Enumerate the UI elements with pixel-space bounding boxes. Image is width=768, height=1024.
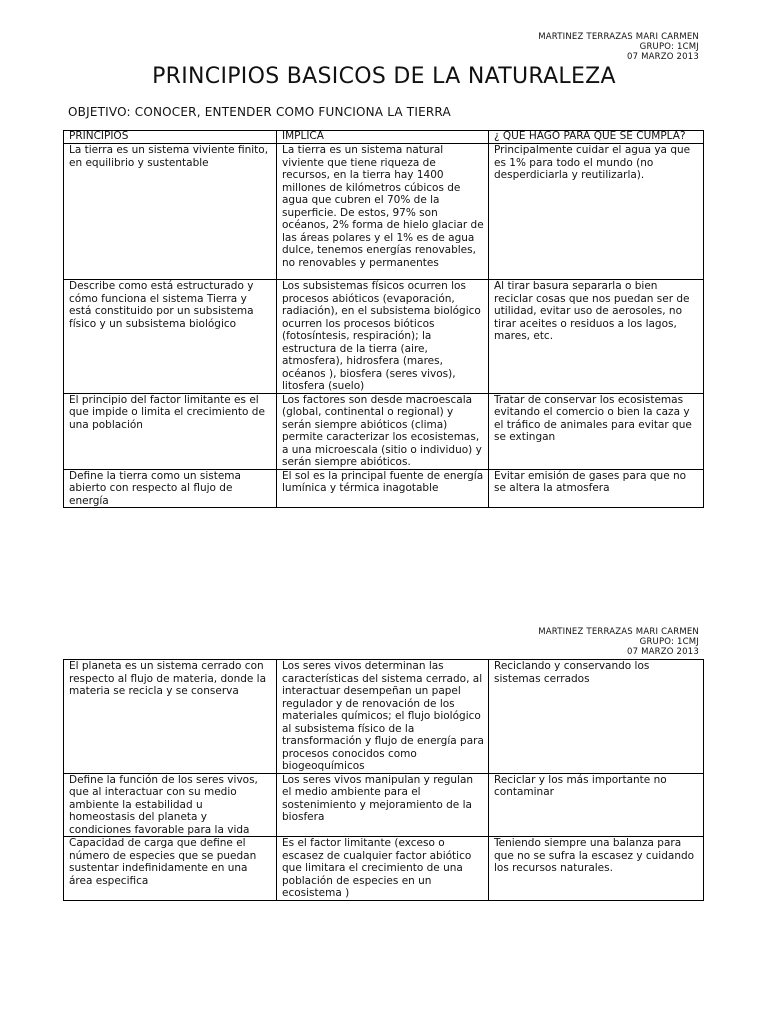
page2-author-header	[538, 627, 699, 657]
table-row	[64, 469, 704, 508]
action-cell: Al tirar basura separarla o bien reciclar cosas que nos puedan ser de utilidad, evitar uso de aerosoles, no tirar aceites o residuos a los lagos, mares, etc.	[489, 280, 704, 394]
principle-cell: El principio del factor limitante es el que impide o limita el crecimiento de una población	[64, 393, 277, 469]
principles-table-continued	[63, 659, 704, 901]
principle-cell: La tierra es un sistema viviente finito, en equilibrio y sustentable	[64, 144, 277, 280]
author-name: MARTINEZ TERRAZAS MARI CARMEN	[538, 627, 699, 637]
action-cell: Principalmente cuidar el agua ya que es 1% para todo el mundo (no desperdiciarla y reutilizarla).	[489, 144, 704, 280]
action-cell: Reciclando y conservando los sistemas cerrados	[489, 660, 704, 774]
principle-cell: Define la tierra como un sistema abierto con respecto al flujo de energía	[64, 469, 277, 508]
action-cell: Reciclar y los más importante no contaminar	[489, 773, 704, 837]
column-header-principios: PRINCIPIOS	[64, 131, 277, 144]
group-label: GRUPO: 1CMJ	[639, 42, 699, 52]
implication-cell: Los seres vivos determinan las características del sistema cerrado, al interactuar desempeñan un papel regulador y de renovación de los materiales químicos; el flujo biológico al subsistema físico de la transformación y flujo de energía para procesos conocidos como biogeoquímicos	[277, 660, 489, 774]
table-header-row	[64, 131, 704, 144]
principle-cell: Define la función de los seres vivos, que al interactuar con su medio ambiente la estabilidad u homeostasis del planeta y condiciones favorable para la vida	[64, 773, 277, 837]
principles-table	[63, 130, 704, 508]
table-row	[64, 280, 704, 394]
group-label: GRUPO: 1CMJ	[639, 637, 699, 647]
implication-cell: Los factores son desde macroescala (global, continental o regional) y serán siempre abióticos (clima) permite caracterizar los ecosistemas, a una microescala (sitio o individuo) y serán siempre abióticos.	[277, 393, 489, 469]
principle-cell: Describe como está estructurado y cómo funciona el sistema Tierra y está constituido por un subsistema físico y un subsistema biológico	[64, 280, 277, 394]
date-label: 07 MARZO 2013	[626, 647, 699, 657]
action-cell: Evitar emisión de gases para que no se altera la atmosfera	[489, 469, 704, 508]
implication-cell: La tierra es un sistema natural viviente que tiene riqueza de recursos, en la tierra hay 1400 millones de kilómetros cúbicos de agua que cubren el 70% de la superficie. De estos, 97% son océanos, 2% forma de hielo glaciar de las áreas polares y el 1% es de agua dulce, tenemos energías renovables, no renovables y permanentes	[277, 144, 489, 280]
implication-cell: Es el factor limitante (exceso o escasez de cualquier factor abiótico que limitara el crecimiento de una población de especies en un ecosistema )	[277, 837, 489, 901]
column-header-que-hago: ¿ QUE HAGO PARA QUE SE CUMPLA?	[489, 131, 704, 144]
table-row	[64, 393, 704, 469]
implication-cell: El sol es la principal fuente de energía lumínica y térmica inagotable	[277, 469, 489, 508]
table-row	[64, 837, 704, 901]
table-row	[64, 660, 704, 774]
table-row	[64, 773, 704, 837]
date-label: 07 MARZO 2013	[626, 52, 699, 62]
page-title: PRINCIPIOS BASICOS DE LA NATURALEZA	[152, 64, 616, 89]
objective-text: OBJETIVO: CONOCER, ENTENDER COMO FUNCIONA LA TIERRA	[68, 105, 451, 119]
principle-cell: El planeta es un sistema cerrado con respecto al flujo de materia, donde la materia se recicla y se conserva	[64, 660, 277, 774]
implication-cell: Los subsistemas físicos ocurren los procesos abióticos (evaporación, radiación), en el subsistema biológico ocurren los procesos bióticos (fotosíntesis, respiración); la estructura de la tierra (aire, atmosfera), hidrosfera (mares, océanos ), biosfera (seres vivos), litosfera (suelo)	[277, 280, 489, 394]
column-header-implica: IMPLICA	[277, 131, 489, 144]
action-cell: Tratar de conservar los ecosistemas evitando el comercio o bien la caza y el tráfico de animales para evitar que se extingan	[489, 393, 704, 469]
implication-cell: Los seres vivos manipulan y regulan el medio ambiente para el sostenimiento y mejoramiento de la biosfera	[277, 773, 489, 837]
page1-author-header	[538, 32, 699, 62]
table-row	[64, 144, 704, 280]
principle-cell: Capacidad de carga que define el número de especies que se puedan sustentar indefinidamente en una área especifica	[64, 837, 277, 901]
author-name: MARTINEZ TERRAZAS MARI CARMEN	[538, 32, 699, 42]
action-cell: Teniendo siempre una balanza para que no se sufra la escasez y cuidando los recursos naturales.	[489, 837, 704, 901]
